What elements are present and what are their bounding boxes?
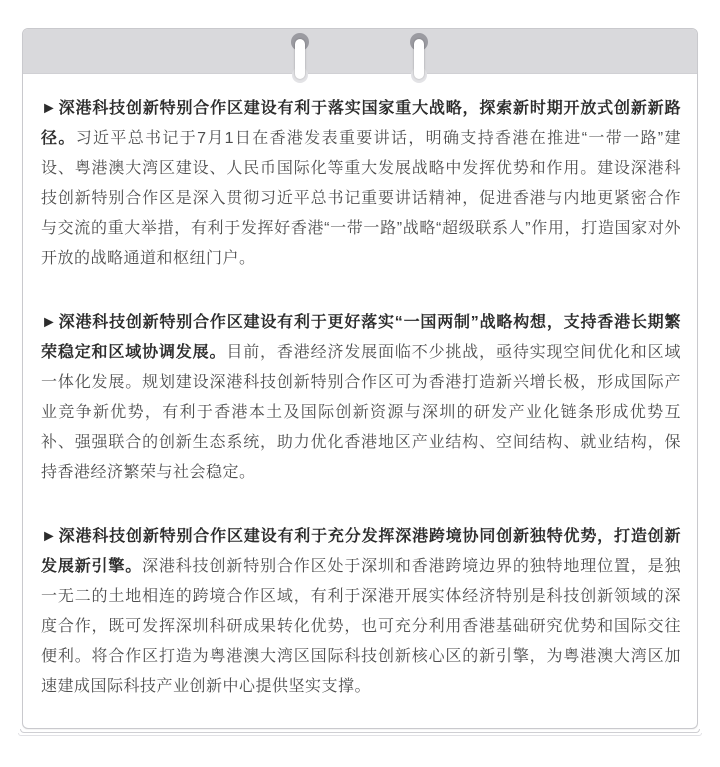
stacked-sheet	[18, 733, 702, 736]
paragraph-heading: 深港科技创新特别合作区建设有利于落实国家重大战略，探索新时期开放式创新新路径。	[41, 100, 681, 147]
document-body	[23, 74, 697, 702]
pin-stem	[295, 39, 305, 79]
paragraph-text: 深港科技创新特别合作区处于深圳和香港跨境边界的独特地理位置，是独一无二的土地相连的跨境合作区域，有利于深港开展实体经济特别是科技创新领域的深度合作，既可发挥深圳科研成果转化优势，也可充分利用香港基础研究优势和国际交往便利。将合作区打造为粤港澳大湾区国际科技创新核心区的新引擎，为粤港澳大湾区加速建成国际科技产业创新中心提供坚实支撑。	[41, 558, 681, 695]
paragraph-text: 目前，香港经济发展面临不少挑战，亟待实现空间优化和区域一体化发展。规划建设深港科技创新特别合作区可为香港打造新兴增长极，形成国际产业竞争新优势，有利于香港本土及国际创新资源与深圳的研发产业化链条形成优势互补、强强联合的创新生态系统，助力优化香港地区产业结构、空间结构、就业结构，保持香港经济繁荣与社会稳定。	[41, 344, 681, 481]
paragraph-heading: 深港科技创新特别合作区建设有利于充分发挥深港跨境协同创新独特优势，打造创新发展新引擎。	[41, 528, 681, 575]
binder-pin-icon	[291, 33, 309, 83]
arrow-bullet-icon: ►	[41, 528, 58, 545]
paragraph	[41, 94, 681, 274]
arrow-bullet-icon: ►	[41, 100, 58, 117]
paragraph	[41, 308, 681, 488]
binder-pin-icon	[410, 33, 428, 83]
paragraph	[41, 522, 681, 702]
pin-stem	[414, 39, 424, 79]
notepad-card	[22, 28, 698, 729]
paragraph-text: 习近平总书记于7月1日在香港发表重要讲话，明确支持香港在推进“一带一路”建设、粤港澳大湾区建设、人民币国际化等重大发展战略中发挥优势和作用。建设深港科技创新特别合作区是深入贯彻习近平总书记重要讲话精神，促进香港与内地更紧密合作与交流的重大举措，有利于发挥好香港“一带一路”战略“超级联系人”作用，打造国家对外开放的战略通道和枢纽门户。	[41, 130, 681, 267]
paragraph-heading: 深港科技创新特别合作区建设有利于更好落实“一国两制”战略构想，支持香港长期繁荣稳定和区域协调发展。	[41, 314, 681, 361]
card-header-band	[23, 29, 697, 74]
arrow-bullet-icon: ►	[41, 314, 58, 331]
